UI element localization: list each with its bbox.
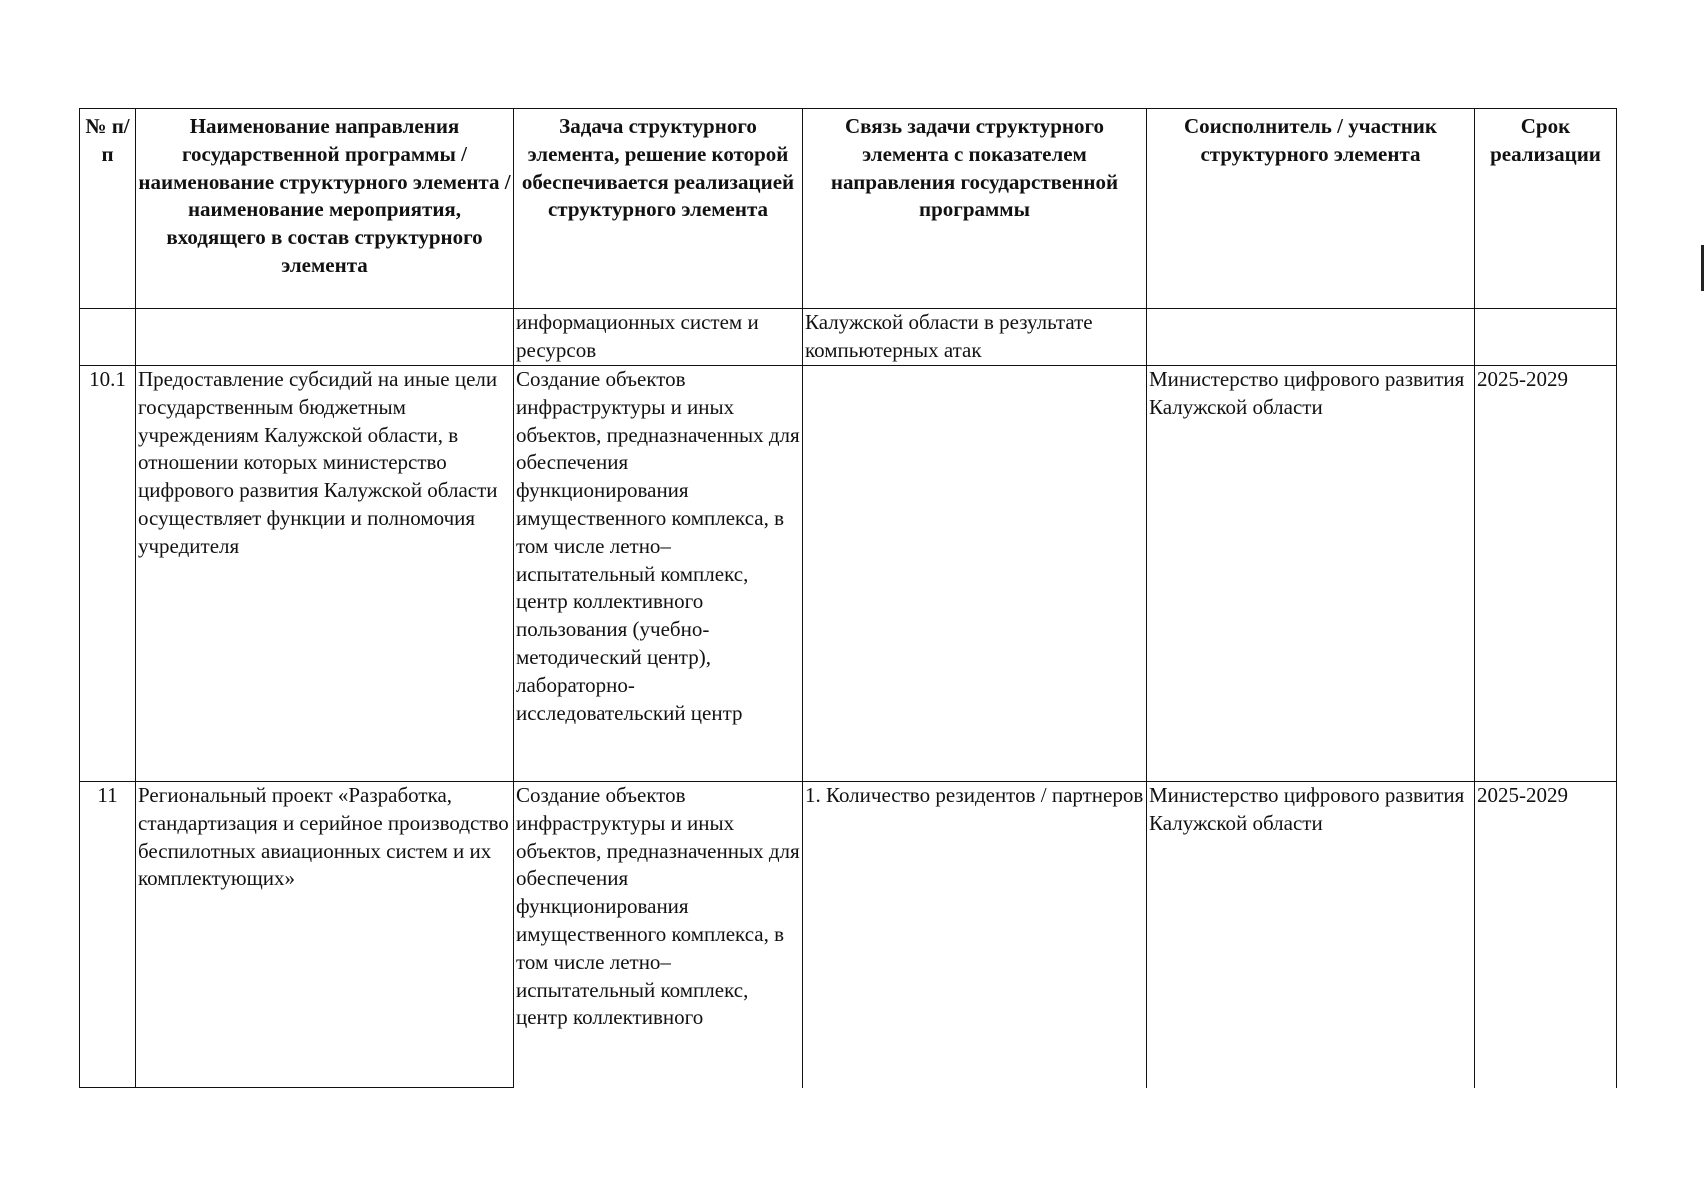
row-name: Региональный проект «Разработка, стандартизация и серийное производство беспилотных авиационных систем и их комплектующих» [136,782,514,1088]
table-row [80,782,1617,1088]
row-number: 10.1 [80,366,136,782]
row-term [1475,309,1617,366]
row-executor [1147,309,1475,366]
table-header-row [80,109,1617,309]
row-number [80,309,136,366]
row-task: информационных систем и ресурсов [514,309,803,366]
table-row [80,366,1617,782]
header-name: Наименование направления государственной программы / наименование структурного элемента / наименование мероприятия, входящего в состав структурного элемента [136,109,514,309]
header-task: Задача структурного элемента, решение которой обеспечивается реализацией структурного элемента [514,109,803,309]
header-link: Связь задачи структурного элемента с показателем направления государственной программы [803,109,1147,309]
row-term: 2025-2029 [1475,782,1617,1088]
row-link: 1. Количество резидентов / партнеров [803,782,1147,1088]
row-executor: Министерство цифрового развития Калужской области [1147,366,1475,782]
row-executor: Министерство цифрового развития Калужской области [1147,782,1475,1088]
row-name: Предоставление субсидий на иные цели государственным бюджетным учреждениям Калужской области, в отношении которых министерство цифрового развития Калужской области осуществляет функции и полномочия учредителя [136,366,514,782]
program-table [79,108,1617,1088]
row-number: 11 [80,782,136,1088]
header-executor: Соисполнитель / участник структурного элемента [1147,109,1475,309]
row-name [136,309,514,366]
table-row [80,309,1617,366]
header-term: Срок реализации [1475,109,1617,309]
row-task: Создание объектов инфраструктуры и иных объектов, предназначенных для обеспечения функционирования имущественного комплекса, в том числе летно–испытательный комплекс, центр коллективного пользования (учебно-методический центр), лабораторно-исследовательский центр [514,366,803,782]
row-task: Создание объектов инфраструктуры и иных объектов, предназначенных для обеспечения функционирования имущественного комплекса, в том числе летно–испытательный комплекс, центр коллективного [514,782,803,1088]
header-number: № п/п [80,109,136,309]
row-link [803,366,1147,782]
row-term: 2025-2029 [1475,366,1617,782]
row-link: Калужской области в результате компьютерных атак [803,309,1147,366]
